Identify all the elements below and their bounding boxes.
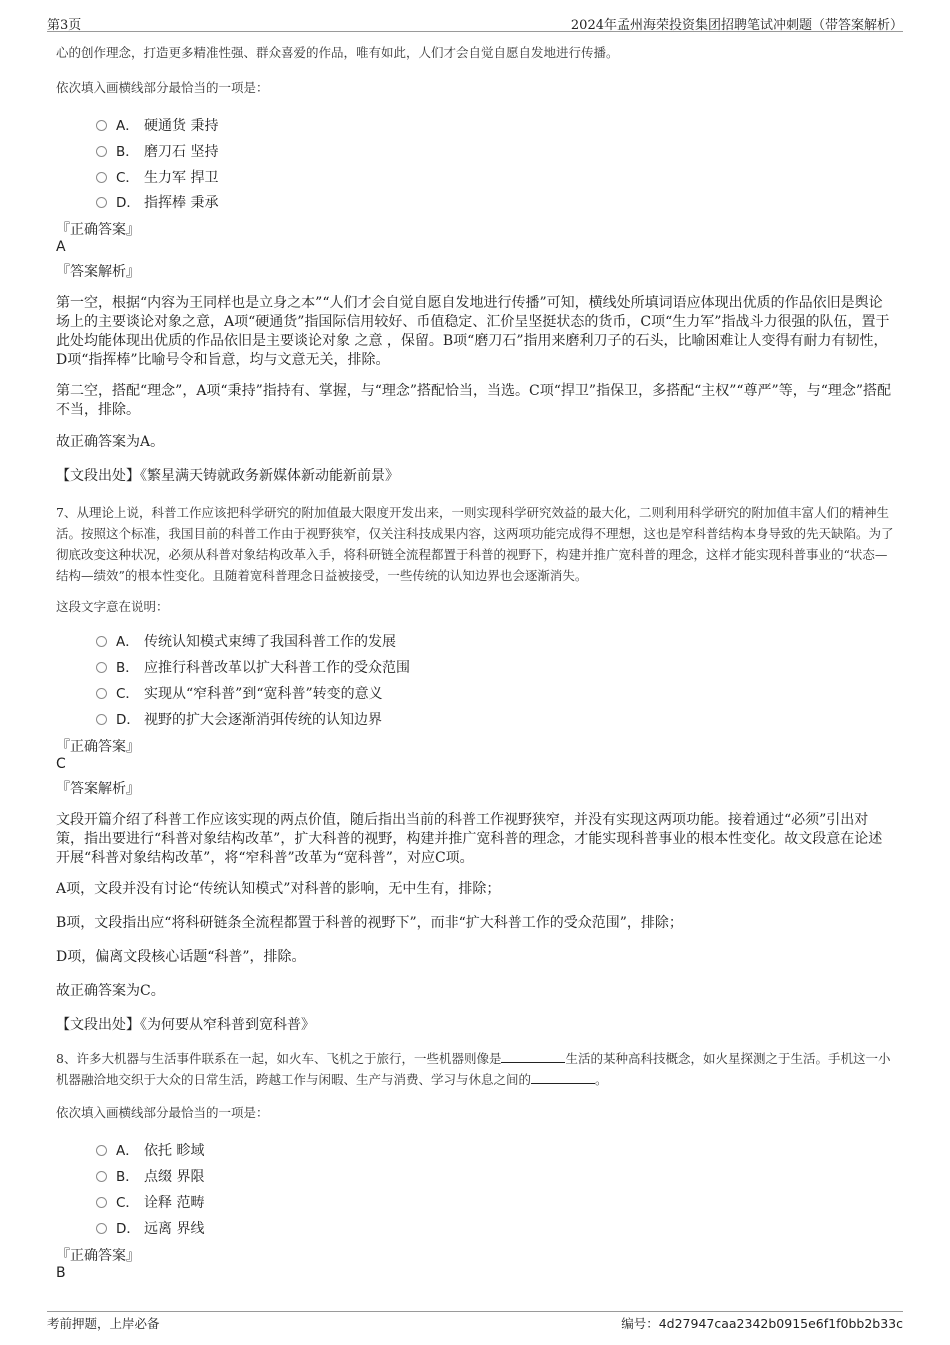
option-text: 视野的扩大会逐渐消弭传统的认知边界 (144, 712, 382, 728)
blank-line (501, 1050, 565, 1063)
option-text: 磨刀石 坚持 (144, 144, 219, 160)
q7-analysis-p2: A项，文段并没有讨论“传统认知模式”对科普的影响，无中生有，排除； (56, 881, 501, 897)
q7-option-c[interactable] (96, 682, 383, 704)
radio-icon[interactable] (96, 172, 107, 183)
q8-option-a[interactable] (96, 1139, 204, 1161)
q7-analysis-p3: B项，文段指出应“将科研链条全流程都置于科普的视野下”，而非“扩大科普工作的受众范围”，排除； (56, 915, 683, 931)
option-letter: B． (116, 660, 139, 676)
document-title: 2024年孟州海荣投资集团招聘笔试冲刺题（带答案解析） (570, 18, 903, 33)
option-text: 依托 畛域 (144, 1143, 205, 1159)
page-header (47, 11, 903, 32)
q6-option-b[interactable] (96, 140, 218, 162)
option-letter: A． (116, 118, 139, 134)
q6-option-d[interactable] (96, 191, 218, 213)
q7-prompt: 这段文字意在说明： (56, 599, 169, 614)
radio-icon[interactable] (96, 714, 107, 725)
radio-icon[interactable] (96, 120, 107, 131)
option-text: 远离 界线 (144, 1221, 205, 1237)
option-text: 应推行科普改革以扩大科普工作的受众范围 (144, 660, 410, 676)
q6-analysis-p3: 故正确答案为A。 (56, 434, 165, 450)
q8-option-b[interactable] (96, 1165, 204, 1187)
option-text: 点缀 界限 (144, 1169, 205, 1185)
option-letter: D． (116, 195, 140, 211)
q8-option-c[interactable] (96, 1191, 204, 1213)
q8-answer: B (56, 1265, 66, 1281)
q7-analysis-p4: D项，偏离文段核心话题“科普”，排除。 (56, 949, 306, 965)
q7-analysis-p5: 故正确答案为C。 (56, 983, 165, 999)
option-letter: C． (116, 686, 139, 702)
option-text: 诠释 范畴 (144, 1195, 205, 1211)
q8-stem-part2: 生活的某种高科技概念，如火星探测之于生活。手机这一小机器融洽地交织于大众的日常生活，跨越工作与闲暇、生产与消费、学习与休息之间的 (56, 1051, 891, 1087)
q6-answer: A (56, 239, 66, 255)
q6-answer-label: 『正确答案』 (56, 222, 140, 238)
option-letter: D． (116, 712, 140, 728)
q7-analysis-p1: 文段开篇介绍了科普工作应该实现的两点价值，随后指出当前的科普工作视野狭窄，并没有实现这两项功能。接着通过“必须”引出对策，指出要进行“科普对象结构改革”，扩大科普的视野，构建并推广宽科普的理念，才能实现科普事业的根本性变化。故文段意在论述开展“科普对象结构改革”，将“窄科普”改革为“宽科普”，对应C项。 (56, 812, 883, 866)
q8-prompt: 依次填入画横线部分最恰当的一项是： (56, 1105, 269, 1120)
option-letter: C． (116, 1195, 139, 1211)
q7-analysis-label: 『答案解析』 (56, 781, 140, 797)
code-value: 4d27947caa2342b0915e6f1f0bb2b33c (658, 1316, 903, 1331)
option-text: 指挥棒 秉承 (144, 195, 219, 211)
option-text: 实现从“窄科普”到“宽科普”转变的意义 (144, 686, 383, 702)
q7-stem: 7、从理论上说，科普工作应该把科学研究的附加值最大限度开发出来，一则实现科学研究效益的最大化，二则利用科学研究的附加值丰富人们的精神生活。按照这个标准，我国目前的科普工作由于视野狭窄，仅关注科技成果内容，这两项功能完成得不理想，这也是窄科普结构本身导致的先天缺陷。为了彻底改变这种状况，必须从科普对象结构改革入手，将科研链全流程都置于科普的视野下，构建并推广宽科普的理念，这样才能实现科普事业的“状态—结构—绩效”的根本性变化。且随着宽科普理念日益被接受，一些传统的认知边界也会逐渐消失。 (56, 505, 894, 583)
option-letter: B． (116, 144, 139, 160)
q7-answer: C (56, 756, 66, 772)
option-letter: B． (116, 1169, 139, 1185)
q8-stem-part3: 。 (595, 1072, 608, 1087)
q6-stem-tail: 心的创作理念，打造更多精准性强、群众喜爱的作品，唯有如此，人们才会自觉自愿自发地进行传播。 (56, 45, 619, 60)
document-code (621, 1314, 903, 1332)
q6-prompt: 依次填入画横线部分最恰当的一项是： (56, 80, 269, 95)
q7-option-d[interactable] (96, 708, 382, 730)
q6-option-c[interactable] (96, 166, 218, 188)
q8-option-d[interactable] (96, 1217, 204, 1239)
radio-icon[interactable] (96, 688, 107, 699)
q6-analysis-p2: 第二空，搭配“理念”，A项“秉持”指持有、掌握，与“理念”搭配恰当，当选。C项“捍卫”指保卫，多搭配“主权”“尊严”等，与“理念”搭配不当，排除。 (56, 383, 892, 418)
option-text: 生力军 捍卫 (144, 170, 219, 186)
radio-icon[interactable] (96, 197, 107, 208)
option-text: 硬通货 秉持 (144, 118, 219, 134)
radio-icon[interactable] (96, 636, 107, 647)
radio-icon[interactable] (96, 1171, 107, 1182)
q7-source: 【文段出处】《为何要从窄科普到宽科普》 (56, 1017, 315, 1033)
q6-option-a[interactable] (96, 114, 218, 136)
footer-slogan: 考前押题，上岸必备 (47, 1316, 160, 1331)
q6-analysis-label: 『答案解析』 (56, 264, 140, 280)
radio-icon[interactable] (96, 1197, 107, 1208)
radio-icon[interactable] (96, 1223, 107, 1234)
option-letter: A． (116, 634, 139, 650)
q7-option-b[interactable] (96, 656, 410, 678)
q6-analysis-p1: 第一空，根据“内容为王同样也是立身之本”“人们才会自觉自愿自发地进行传播”可知，横线处所填词语应体现出优质的作品依旧是舆论场上的主要谈论对象之意，A项“硬通货”指国际信用较好、币值稳定、汇价呈坚挺状态的货币，C项“生力军”指战斗力很强的队伍，置于此处均能体现出优质的作品依旧是主要谈论对象 之意 ，保留。B项“磨刀石”指用来磨利刀子的石头，比喻困难让人变得有耐力有韧性，D项“指挥棒”比喻号令和旨意，均与文意无关，排除。 (56, 295, 890, 368)
radio-icon[interactable] (96, 1145, 107, 1156)
page-footer (47, 1311, 903, 1331)
radio-icon[interactable] (96, 146, 107, 157)
option-letter: A． (116, 1143, 139, 1159)
option-letter: D． (116, 1221, 140, 1237)
code-label: 编号： (621, 1316, 659, 1331)
radio-icon[interactable] (96, 662, 107, 673)
q6-source: 【文段出处】《繁星满天铸就政务新媒体新动能新前景》 (56, 468, 399, 484)
option-letter: C． (116, 170, 139, 186)
q7-option-a[interactable] (96, 630, 396, 652)
option-text: 传统认知模式束缚了我国科普工作的发展 (144, 634, 396, 650)
q7-answer-label: 『正确答案』 (56, 739, 140, 755)
q8-stem-part1: 8、许多大机器与生活事件联系在一起，如火车、飞机之于旅行，一些机器则像是 (56, 1051, 502, 1066)
page-number: 第3页 (47, 18, 82, 33)
blank-line (531, 1071, 595, 1084)
q8-answer-label: 『正确答案』 (56, 1248, 140, 1264)
q8-stem (56, 1048, 896, 1090)
